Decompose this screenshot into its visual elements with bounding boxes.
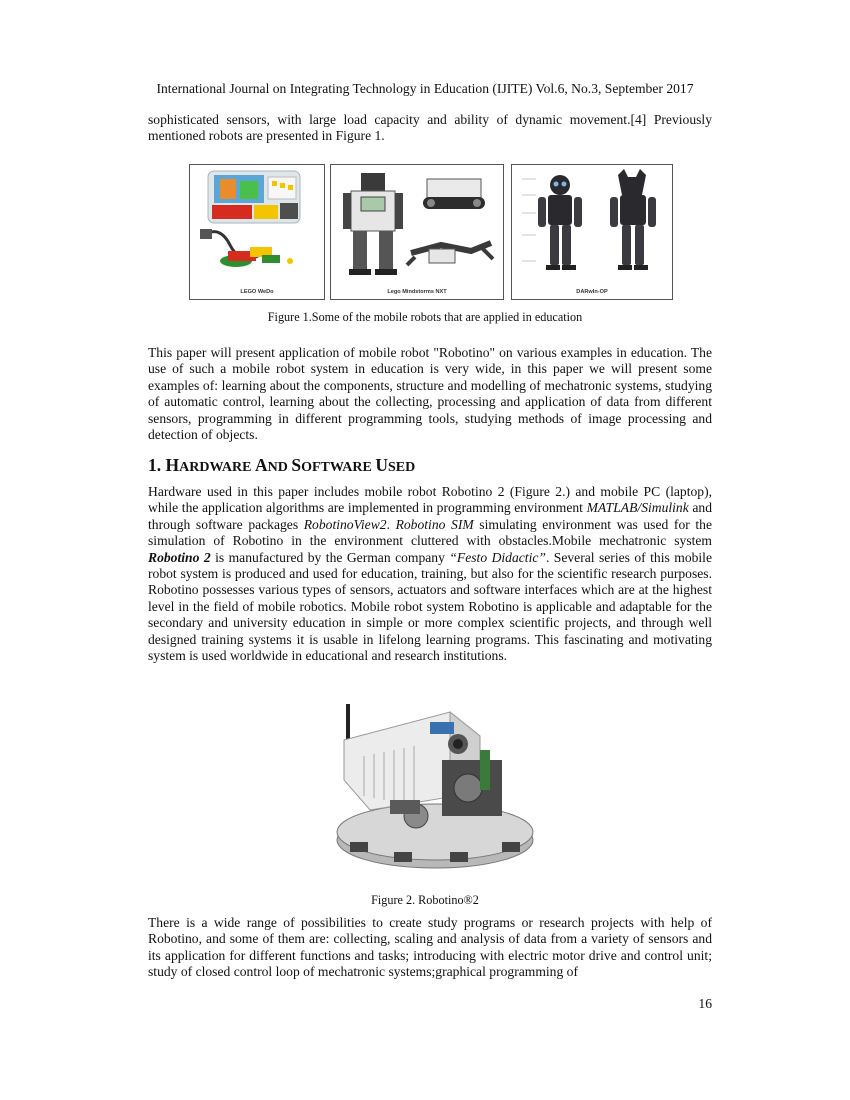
lego-nxt-image bbox=[331, 165, 503, 299]
figure-1 bbox=[189, 164, 673, 300]
title-rest-nd: ND bbox=[267, 460, 292, 475]
title-cap-s: S bbox=[291, 455, 302, 475]
title-cap-h: H bbox=[165, 455, 180, 475]
panel-label-lego-wedo: LEGO WeDo bbox=[240, 289, 274, 295]
journal-header: International Journal on Integrating Technology in Education (IJITE) Vol.6, No.3, September 2017 bbox=[156, 81, 694, 96]
paragraph-applications: This paper will present application of mobile robot "Robotino" on various examples in education. The use of such a mobile robot system in education is very wide, in this paper we will present some examples of: learning about the components, structure and modelling of mechatronic systems, studying of automatic control, learning about the collecting, processing and application of data from different sensors, programming in different programming tools, studying methods of image processing and detection of objects. bbox=[148, 345, 712, 443]
title-rest-ardware: ARDWARE bbox=[179, 460, 255, 475]
title-rest-sed: SED bbox=[388, 460, 416, 475]
term-robotinoview2: RobotinoView2 bbox=[303, 516, 387, 532]
title-cap-u: U bbox=[375, 455, 389, 475]
section-number: 1. bbox=[148, 455, 162, 475]
lego-wedo-image bbox=[190, 165, 324, 299]
robotino-photo bbox=[330, 700, 540, 880]
paragraph-possibilities: There is a wide range of possibilities to create study programs or research projects with help of Robotino, and some of them are: collecting, scaling and analysis of data from a variety of sensors and its application for different functions and tasks; introducing with electric motor drive and control unit; study of closed control loop of mechatronic systems;graphical programming of bbox=[148, 915, 712, 980]
term-festo-didactic: “Festo Didactic” bbox=[449, 549, 546, 565]
panel-label-darwin-op: DARwIn-OP bbox=[576, 289, 608, 295]
darwin-op-image bbox=[512, 165, 672, 299]
panel-label-lego-nxt: Lego Mindstorms NXT bbox=[387, 289, 447, 295]
figure-1-panel-lego-wedo bbox=[189, 164, 325, 300]
term-robotino-sim: Robotino SIM bbox=[395, 516, 474, 532]
title-cap-a: A bbox=[254, 455, 268, 475]
intro-paragraph: sophisticated sensors, with large load capacity and ability of dynamic movement.[4] Previously mentioned robots are presented in Figure 1. bbox=[148, 112, 712, 144]
figure-1-panel-lego-nxt bbox=[330, 164, 504, 300]
term-matlab-simulink: MATLAB/Simulink bbox=[586, 500, 689, 516]
paragraph-hardware: Hardware used in this paper includes mobile robot Robotino 2 (Figure 2.) and mobile PC (laptop), while the application algorithms are implemented in programming environment MATLAB/Simulink and through software packages RobotinoView2. Robotino SIM simulating environment was used for the simulation of Robotino in the environment cluttered with obstacles.Mobile mechatronic system Robotino 2 is manufactured by the German company “Festo Didactic”. Several series of this mobile robot system is produced and used for education, training, but also for the scientific research purposes. Robotino possesses various types of sensors, actuators and software interfaces which are at the highest level in the field of mobile robotics. Mobile robot system Robotino is applicable and adaptable for the secondary and university education in simple or more complex scientific projects, and through well designed training systems it is usable in lifelong learning programs. This fascinating and motivating system is used worldwide in educational and research institutions. bbox=[148, 484, 712, 664]
figure-1-caption: Figure 1.Some of the mobile robots that are applied in education bbox=[267, 310, 583, 324]
section-title-hardware-software bbox=[148, 455, 712, 478]
figure-1-panel-darwin-op bbox=[511, 164, 673, 300]
term-robotino-2: Robotino 2 bbox=[148, 549, 211, 565]
page-number: 16 bbox=[698, 996, 712, 1011]
figure-2-caption: Figure 2. Robotino®2 bbox=[371, 893, 479, 907]
title-rest-oftware: OFTWARE bbox=[301, 460, 376, 475]
figure-2-robotino-image bbox=[330, 700, 540, 880]
